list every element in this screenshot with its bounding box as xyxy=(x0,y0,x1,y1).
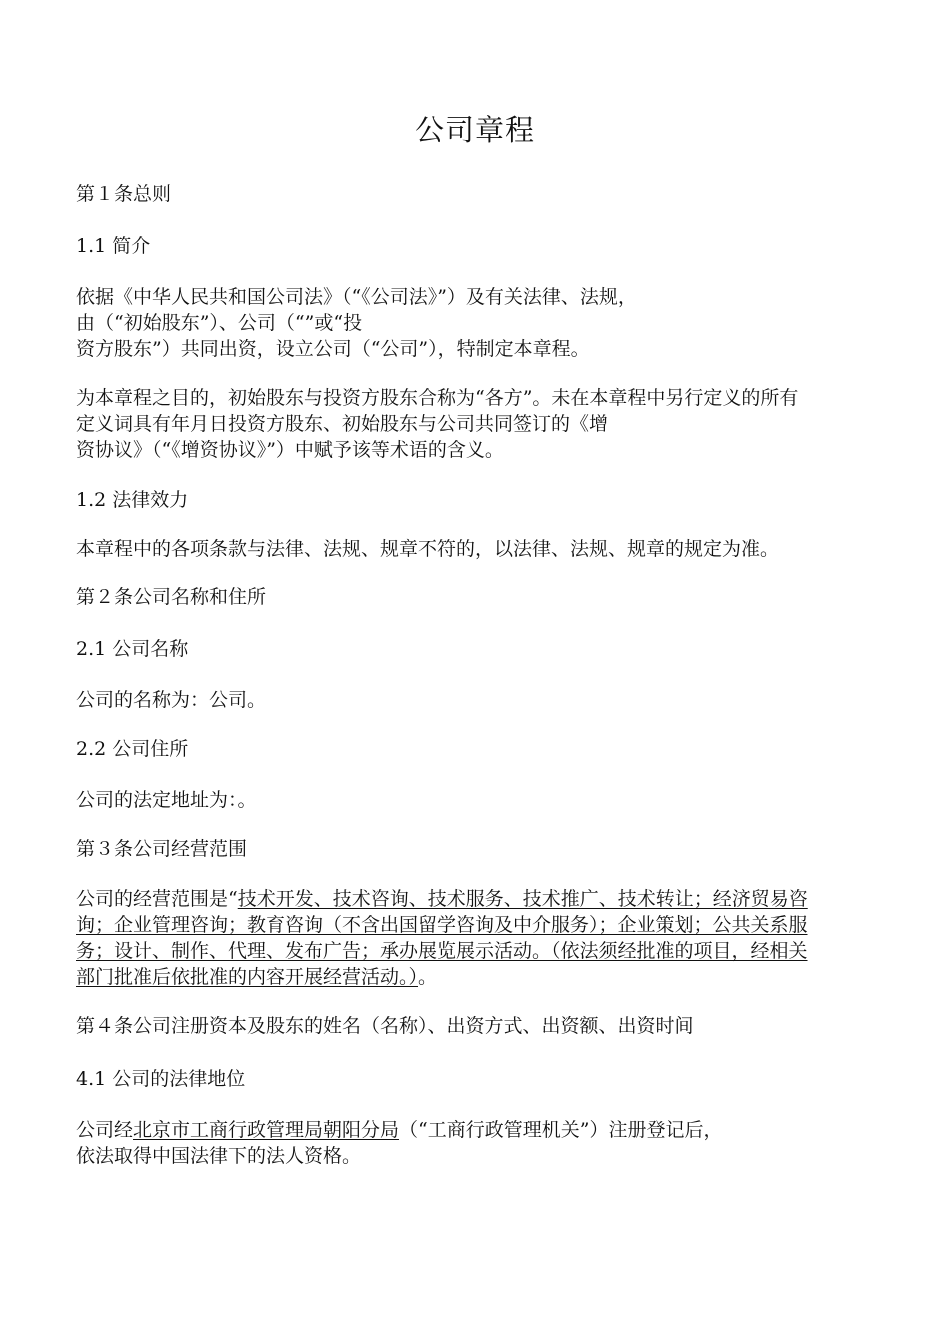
paragraph-line: 依法取得中国法律下的法人资格。 xyxy=(76,1145,362,1167)
section-1-1-heading: 1.1 简介 xyxy=(76,235,151,257)
paragraph-line: 由（“初始股东”）、公司（“”或“投 xyxy=(76,312,363,334)
paragraph-line xyxy=(76,964,437,990)
paragraph-line: 本章程中的各项条款与法律、法规、规章不符的，以法律、法规、规章的规定为准。 xyxy=(76,538,780,560)
business-scope-text: 技术开发、技术咨询、技术服务、技术推广、技术转让；经济贸易咨 xyxy=(237,888,808,910)
paragraph-line: 公司的法定地址为：。 xyxy=(76,789,257,811)
business-scope-text: 部门批准后依批准的内容开展经营活动。） xyxy=(76,966,419,988)
paragraph-line: 为本章程之目的，初始股东与投资方股东合称为“各方”。未在本章程中另行定义的所有 xyxy=(76,387,799,409)
paragraph-line xyxy=(76,886,808,912)
paragraph-line: 资方股东”）共同出资，设立公司（“公司”），特制定本章程。 xyxy=(76,338,590,360)
document-title: 公司章程 xyxy=(414,113,535,147)
paragraph-line xyxy=(76,1117,722,1143)
paragraph-line: 定义词具有年月日投资方股东、初始股东与公司共同签订的《增 xyxy=(76,413,609,435)
paragraph-line: 依据《中华人民共和国公司法》（“《公司法》”）及有关法律、法规， xyxy=(76,286,637,308)
section-4-1-heading: 4.1 公司的法律地位 xyxy=(76,1068,246,1090)
paragraph-line: 资协议》（“《增资协议》”）中赋予该等术语的含义。 xyxy=(76,439,504,461)
article-1-heading: 第１条总则 xyxy=(76,183,172,205)
article-4-heading: 第４条公司注册资本及股东的姓名（名称）、出资方式、出资额、出资时间 xyxy=(76,1015,694,1037)
business-scope-text: 务；设计、制作、代理、发布广告；承办展览展示活动。（依法须经批准的项目，经相关 xyxy=(76,940,808,962)
registration-prefix: 公司经 xyxy=(76,1119,134,1141)
section-2-1-heading: 2.1 公司名称 xyxy=(76,638,189,660)
paragraph-line: 公司的名称为：公司。 xyxy=(76,689,267,711)
registration-rest: （“工商行政管理机关”）注册登记后， xyxy=(399,1119,723,1141)
scope-prefix: 公司的经营范围是“ xyxy=(76,888,238,910)
article-3-heading: 第３条公司经营范围 xyxy=(76,838,248,860)
section-1-2-heading: 1.2 法律效力 xyxy=(76,489,189,511)
article-2-heading: 第２条公司名称和住所 xyxy=(76,586,267,608)
scope-suffix: 。 xyxy=(418,966,438,988)
section-2-2-heading: 2.2 公司住所 xyxy=(76,738,189,760)
registration-authority: 北京市工商行政管理局朝阳分局 xyxy=(133,1119,400,1141)
business-scope-text: 询；企业管理咨询；教育咨询（不含出国留学咨询及中介服务）；企业策划；公共关系服 xyxy=(76,914,808,936)
